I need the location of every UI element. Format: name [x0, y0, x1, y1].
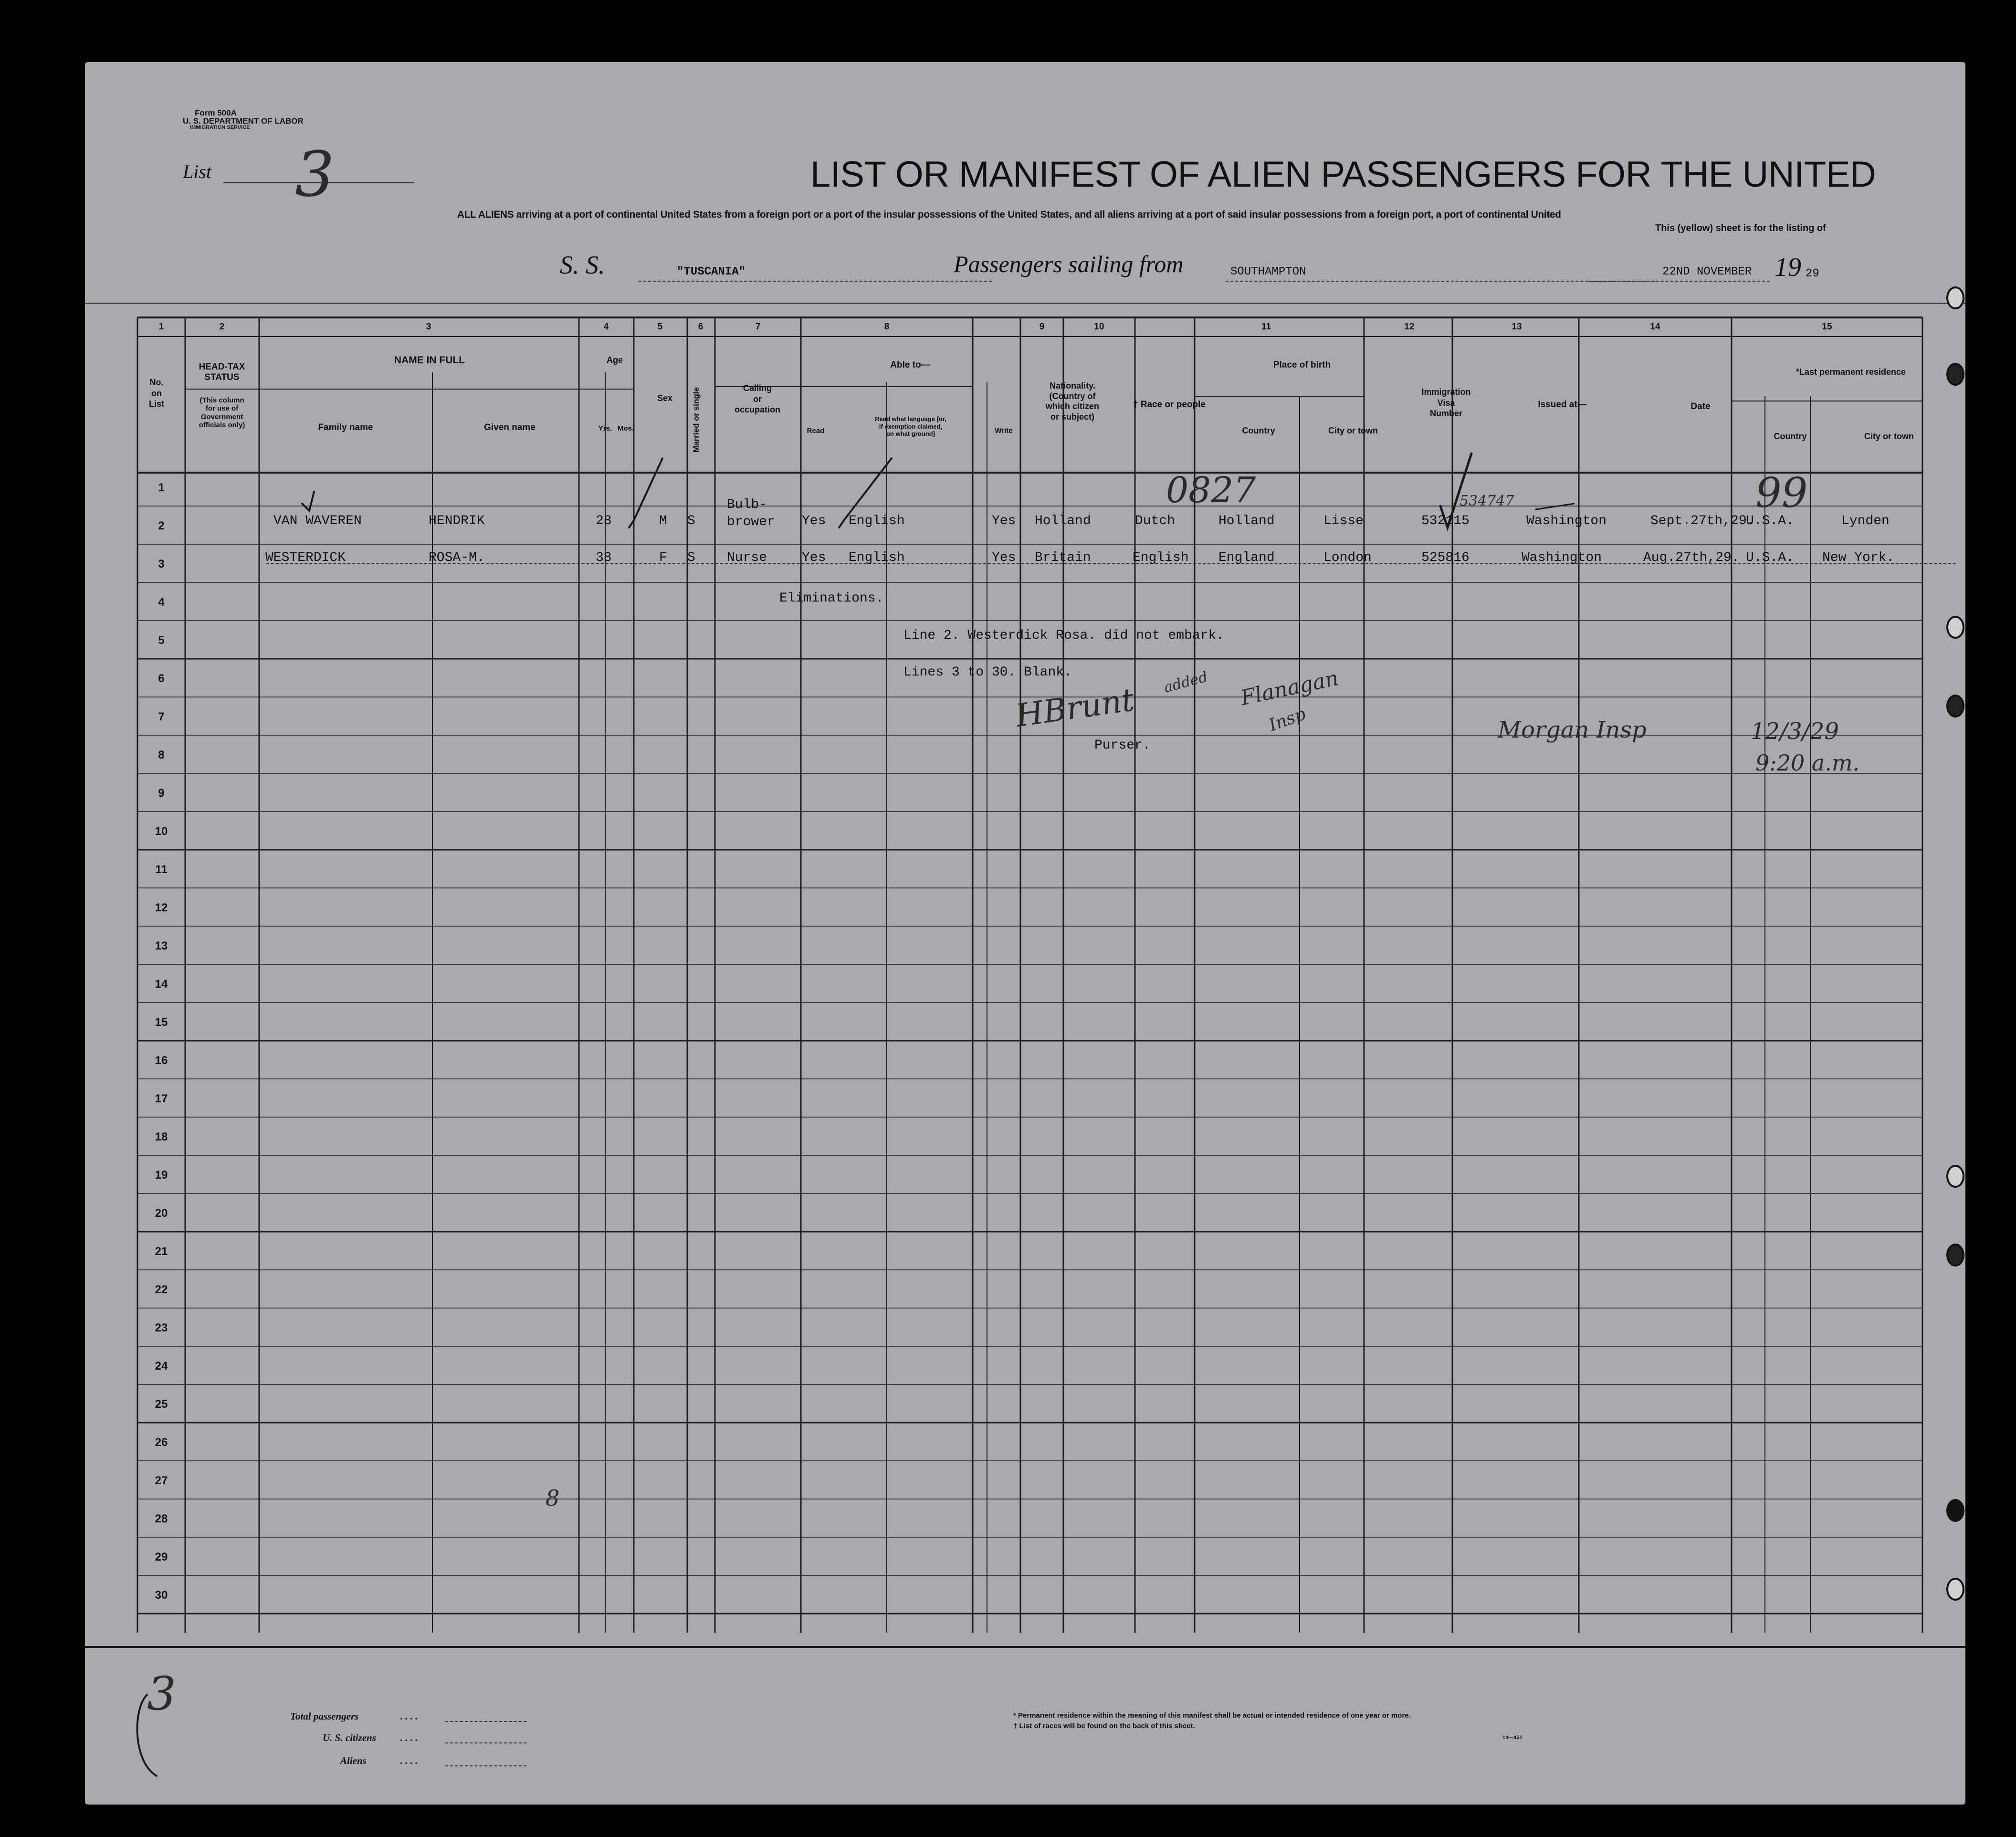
row-number: 10	[155, 825, 168, 838]
total-passengers-line	[445, 1721, 526, 1722]
form-code: 14—451	[1502, 1735, 1522, 1741]
manifest-sheet	[85, 62, 1965, 1805]
us-citizens-line	[445, 1742, 526, 1743]
column-number: 12	[1404, 322, 1415, 332]
can-read: Yes	[802, 550, 826, 565]
header-visa: Immigration Visa Number	[1421, 387, 1471, 418]
issue-date: Aug.27th,29.	[1643, 550, 1740, 565]
row-number: 11	[155, 863, 168, 876]
row-number: 16	[155, 1054, 168, 1067]
marital-status: S	[687, 514, 695, 528]
header-last-residence: *Last permanent residence	[1796, 367, 1906, 377]
column-number: 13	[1512, 322, 1522, 332]
residence-country: U.S.A.	[1746, 550, 1794, 565]
issued-at: Washington	[1526, 514, 1607, 528]
header-head-tax: HEAD-TAX STATUS	[199, 362, 245, 382]
footnote-residence: * Permanent residence within the meaning of this manifest shall be actual or intended residence of one year or more.	[1013, 1711, 1411, 1720]
departure-port: SOUTHAMPTON	[1230, 265, 1306, 278]
checkmark	[302, 492, 314, 511]
nationality: Britain	[1035, 550, 1091, 565]
department-label: U. S. DEPARTMENT OF LABOR	[183, 116, 304, 126]
inspection-date: 12/3/29	[1751, 718, 1839, 745]
column-number: 11	[1261, 322, 1271, 332]
footnote-races: † List of races will be found on the back of this sheet.	[1013, 1722, 1195, 1730]
header-family-name: Family name	[318, 422, 373, 433]
bottom-circled-number: 3	[147, 1667, 177, 1721]
row-number: 27	[155, 1474, 168, 1487]
header-res-country: Country	[1774, 432, 1807, 441]
header-issued-at: Issued at—	[1538, 400, 1586, 410]
form-number: Form 500A	[195, 108, 237, 117]
row-number: 5	[158, 634, 165, 647]
row-number: 15	[155, 1016, 168, 1029]
purser-signature: HBrunt	[1013, 681, 1137, 734]
total-dots-3: . . . .	[400, 1755, 418, 1766]
ss-label: S. S.	[560, 251, 605, 279]
visa-number: 525816	[1421, 550, 1470, 565]
binder-hole	[1946, 1499, 1964, 1522]
binder-hole	[1946, 1578, 1964, 1601]
row-number: 9	[158, 787, 165, 800]
date-underline	[1588, 281, 1770, 282]
row-number: 2	[158, 519, 165, 532]
family-name: VAN WAVEREN	[273, 514, 362, 528]
column-number: 9	[1039, 322, 1045, 332]
blank-lines-note: Lines 3 to 30. Blank.	[903, 665, 1072, 680]
page-title: LIST OR MANIFEST OF ALIEN PASSENGERS FOR THE UNITED	[810, 154, 1876, 195]
year-prefix: 19	[1774, 253, 1801, 282]
row-number: 6	[158, 672, 165, 685]
margin-inspector-note: Morgan Insp	[1498, 717, 1647, 743]
binder-hole	[1946, 1165, 1964, 1188]
row28-mark: 8	[546, 1485, 560, 1511]
birth-country: England	[1218, 550, 1275, 565]
binder-hole	[1946, 616, 1964, 639]
birth-country: Holland	[1218, 514, 1275, 528]
total-dots-2: . . . .	[400, 1732, 418, 1743]
row-number: 26	[155, 1436, 168, 1449]
table-grid	[85, 62, 1965, 1805]
family-name: WESTERDICK	[265, 550, 346, 565]
issued-at: Washington	[1522, 550, 1602, 565]
header-race: † Race or people	[1133, 400, 1206, 410]
row-number: 7	[158, 710, 165, 723]
birth-city: London	[1323, 550, 1372, 565]
occupation: Bulb- brower	[727, 497, 775, 530]
inspector-title: Insp	[1266, 704, 1309, 736]
row-number: 23	[155, 1321, 168, 1334]
header-yrs: Yrs.	[598, 424, 612, 433]
binder-hole	[1946, 363, 1964, 386]
header-read-language: Read what language [or, if exemption claimed, on what ground]	[875, 415, 946, 438]
issue-date: Sept.27th,29.	[1650, 514, 1755, 528]
birth-city: Lisse	[1323, 514, 1364, 528]
inspection-time: 9:20 a.m.	[1755, 750, 1860, 776]
sex: M	[659, 514, 667, 528]
added-note: added	[1162, 668, 1210, 697]
sex: F	[659, 550, 667, 565]
visa-correction: 534747	[1460, 493, 1514, 509]
given-name: HENDRIK	[429, 514, 485, 528]
language: English	[849, 550, 905, 565]
row-number: 17	[155, 1092, 168, 1105]
race: Dutch	[1135, 514, 1176, 528]
list-number: 3	[295, 138, 335, 211]
header-mos: Mos.	[617, 424, 634, 433]
header-res-city: City or town	[1864, 432, 1914, 441]
header-place-of-birth: Place of birth	[1273, 360, 1331, 370]
row-number: 18	[155, 1130, 168, 1143]
instructions-line2: This (yellow) sheet is for the listing of	[1655, 223, 1826, 233]
row-number: 12	[155, 901, 168, 914]
header-name-in-full: NAME IN FULL	[394, 355, 465, 366]
instructions-line1: ALL ALIENS arriving at a port of continental United States from a foreign port or a port of the insular possessions of the United States, and all aliens arriving at a port of said insular possessions from a foreign port, a port of continental United	[457, 209, 1561, 220]
pen-stroke	[1536, 504, 1574, 509]
row-number: 30	[155, 1589, 168, 1602]
aliens-line	[445, 1765, 526, 1766]
header-date: Date	[1690, 401, 1711, 412]
header-age: Age	[606, 355, 623, 365]
handwritten-code-99: 99	[1755, 469, 1808, 517]
residence-city: New York.	[1822, 550, 1895, 565]
row-number: 22	[155, 1283, 168, 1296]
age-years: 28	[596, 514, 612, 528]
header-married: Married or single	[692, 387, 701, 453]
header-able-to: Able to—	[890, 360, 930, 370]
age-years: 38	[596, 550, 612, 565]
visa-number: 532115	[1421, 514, 1470, 528]
column-number: 7	[755, 322, 761, 332]
header-birth-city: City or town	[1328, 426, 1378, 435]
ship-name: "TUSCANIA"	[677, 265, 746, 278]
column-number: 1	[158, 322, 164, 332]
aliens-label: Aliens	[340, 1755, 367, 1766]
row-number: 8	[158, 749, 165, 761]
nationality: Holland	[1035, 514, 1091, 528]
given-name: ROSA-M.	[429, 550, 485, 565]
inspector-signature: Flanagan	[1238, 665, 1341, 711]
row-number: 20	[155, 1207, 168, 1220]
list-label: List	[183, 161, 212, 182]
header-head-tax-note: (This column for use of Government officials only)	[199, 396, 245, 429]
year-suffix: 29	[1806, 267, 1819, 280]
row-number: 24	[155, 1360, 168, 1372]
sailing-label: Passengers sailing from	[954, 251, 1184, 277]
residence-country: U.S.A.	[1746, 514, 1794, 528]
departure-date: 22ND NOVEMBER	[1662, 265, 1752, 278]
column-number: 10	[1094, 322, 1104, 332]
row-number: 19	[155, 1169, 168, 1182]
marital-status: S	[687, 550, 695, 565]
total-passengers-label: Total passengers	[290, 1710, 359, 1722]
header-read: Read	[807, 427, 825, 435]
column-number: 5	[657, 322, 663, 332]
service-label: IMMIGRATION SERVICE	[190, 125, 250, 130]
binder-hole	[1946, 695, 1964, 718]
header-birth-country: Country	[1242, 426, 1275, 435]
header-calling: Calling or occupation	[734, 383, 781, 414]
column-number: 8	[884, 322, 890, 332]
us-citizens-label: U. S. citizens	[323, 1732, 377, 1743]
column-number: 14	[1650, 322, 1660, 332]
header-sex: Sex	[657, 393, 673, 403]
race: English	[1133, 550, 1189, 565]
handwritten-code-0827: 0827	[1166, 470, 1256, 511]
not-embarked-note: Line 2. Westerdick Rosa. did not embark.	[903, 628, 1225, 643]
row-number: 4	[158, 596, 165, 609]
column-number: 6	[698, 322, 704, 332]
row-number: 1	[158, 481, 165, 494]
column-number: 3	[426, 322, 431, 332]
ship-underline	[639, 281, 992, 282]
language: English	[849, 514, 905, 528]
row-number: 13	[155, 940, 168, 952]
eliminations-note: Eliminations.	[779, 591, 884, 606]
header-nationality: Nationality. (Country of which citizen or subject)	[1045, 381, 1100, 422]
binder-hole	[1946, 1244, 1964, 1267]
total-dots-1: . . . .	[400, 1710, 418, 1722]
row-number: 21	[155, 1245, 168, 1258]
header-no-on-list: No. on List	[148, 378, 165, 409]
row-number: 29	[155, 1551, 168, 1563]
row-number: 25	[155, 1398, 168, 1411]
column-number: 2	[219, 322, 225, 332]
column-number: 4	[603, 322, 609, 332]
row-number: 28	[155, 1512, 168, 1525]
row-number: 3	[158, 558, 165, 570]
binder-hole	[1946, 286, 1964, 309]
header-given-name: Given name	[484, 422, 536, 433]
row-number: 14	[155, 978, 168, 991]
header-write: Write	[995, 427, 1013, 435]
can-read: Yes	[802, 514, 826, 528]
can-write: Yes	[992, 550, 1016, 565]
occupation: Nurse	[727, 550, 767, 565]
purser-label: Purser.	[1094, 738, 1151, 753]
residence-city: Lynden	[1841, 514, 1890, 528]
column-number: 15	[1822, 322, 1832, 332]
can-write: Yes	[992, 514, 1016, 528]
